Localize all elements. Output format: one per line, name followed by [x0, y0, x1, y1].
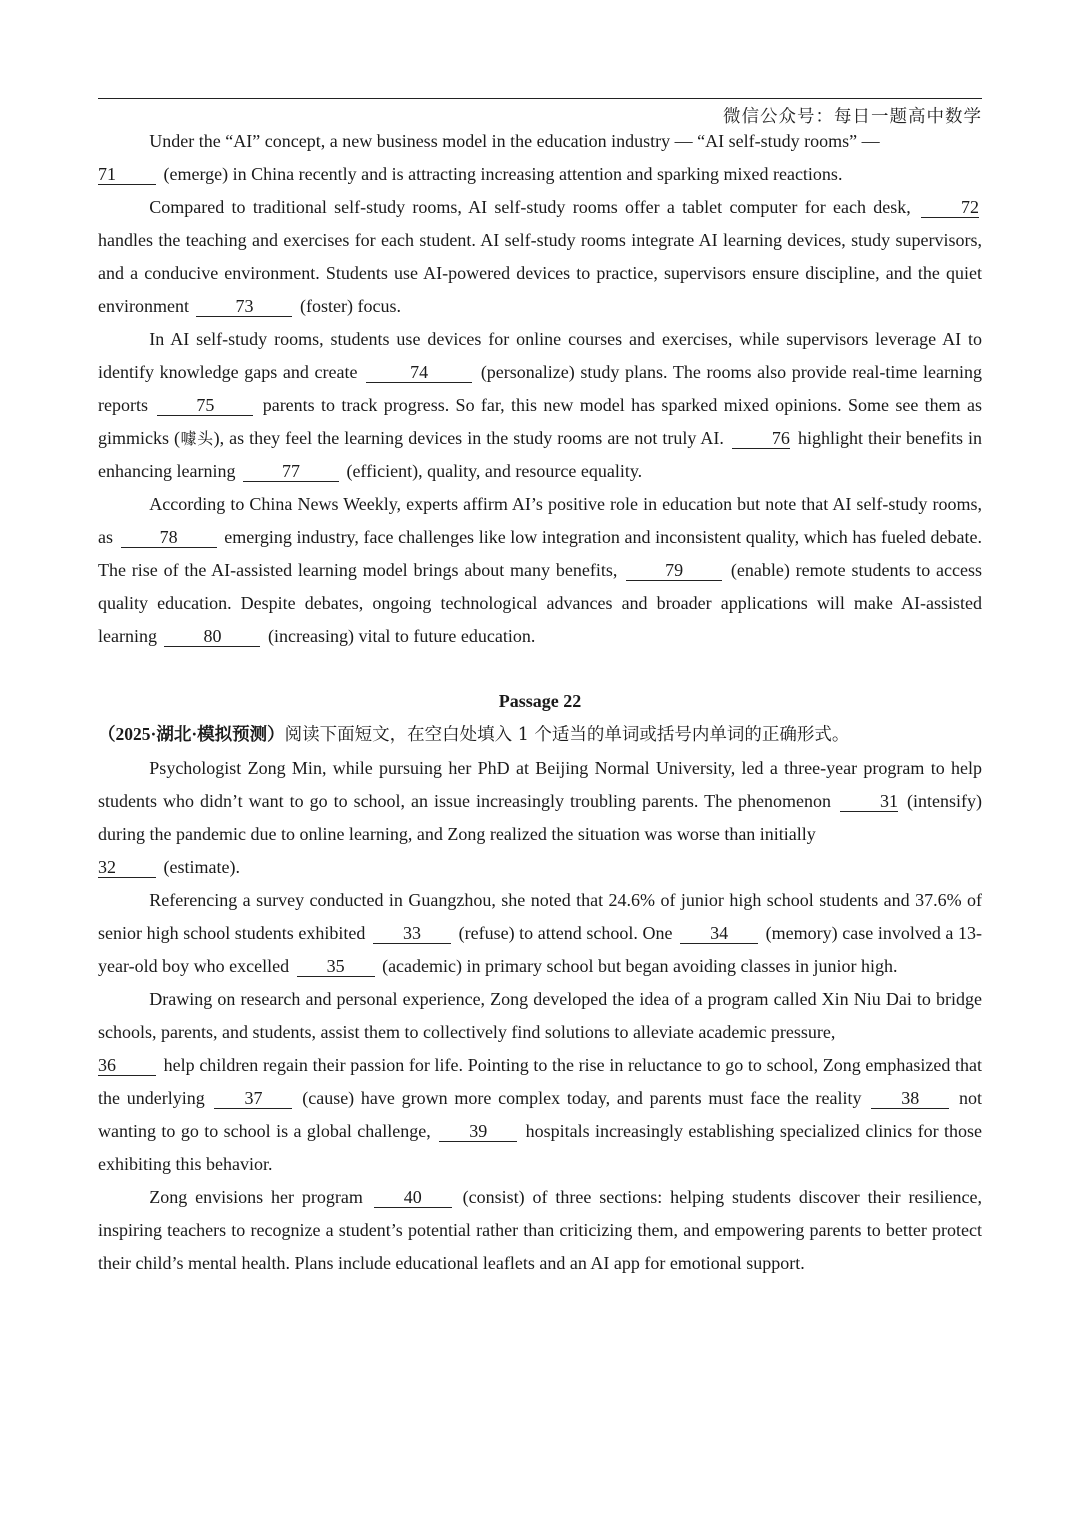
blank-31[interactable]: 31	[840, 791, 898, 812]
blank-35[interactable]: 35	[297, 956, 375, 977]
passage22-paragraph-4: Zong envisions her program 40 (consist) of three sections: helping students discover their resilience, inspiring teachers to recognize a student’s potential rather than criticizing them, and empowering parents to better protect their child’s mental health. Plans include educational leaflets and an AI app for emotional support.	[98, 1187, 982, 1273]
passage21-paragraph-4: According to China News Weekly, experts affirm AI’s positive role in education but note that AI self-study rooms, as 78 emerging industry, face challenges like low integration and inconsistent quality, which has fueled debate. The rise of the AI-assisted learning model brings about many benefits, 79 (enable) remote students to access quality education. Despite debates, ongoing technological advances and broader applications will make AI-assisted learning 80 (increasing) vital to future education.	[98, 494, 983, 646]
blank-75[interactable]: 75	[157, 395, 253, 416]
blank-74[interactable]: 74	[366, 362, 472, 383]
blank-34[interactable]: 34	[680, 923, 758, 944]
header-note: 微信公众号：每日一题高中数学	[723, 107, 982, 127]
passage22-paragraph-2: Referencing a survey conducted in Guangzhou, she noted that 24.6% of junior high school students and 37.6% of senior high school students exhibited 33 (refuse) to attend school. One 34 (memory) case involved a 13-year-old boy who excelled 35 (academic) in primary school but began avoiding classes in junior high.	[98, 890, 983, 976]
passage22-paragraph-1: Psychologist Zong Min, while pursuing her PhD at Beijing Normal University, led a three-year program to help students who didn’t want to go to school, an issue increasingly troubling parents. The phenomenon 31 (intensify) during the pandemic due to online learning, and Zong realized the situation was worse than initially 32 (estimate).	[98, 758, 983, 877]
blank-73[interactable]: 73	[196, 296, 292, 317]
blank-79[interactable]: 79	[626, 560, 722, 581]
passage21-paragraph-2: Compared to traditional self-study rooms, AI self-study rooms offer a tablet computer for each desk, 72 handles the teaching and exercises for each student. AI self-study rooms integrate AI learning devices, study supervisors, and a conducive environment. Students use AI-powered devices to practice, supervisors ensure discipline, and the quiet environment 73 (foster) focus.	[98, 197, 982, 316]
blank-37[interactable]: 37	[214, 1088, 292, 1109]
blank-77[interactable]: 77	[243, 461, 339, 482]
blank-36[interactable]: 36	[98, 1055, 156, 1076]
blank-40[interactable]: 40	[374, 1187, 452, 1208]
blank-39[interactable]: 39	[439, 1121, 517, 1142]
blank-72[interactable]: 72	[921, 197, 979, 218]
document-body	[98, 125, 982, 1280]
blank-33[interactable]: 33	[373, 923, 451, 944]
blank-38[interactable]: 38	[871, 1088, 949, 1109]
passage22-paragraph-3: Drawing on research and personal experience, Zong developed the idea of a program called Xin Niu Dai to bridge schools, parents, and students, assist them to collectively find solutions to alleviate academic pressure, 36 help children regain their passion for life. Pointing to the rise in reluctance to go to school, Zong emphasized that the underlying 37 (cause) have grown more complex today, and parents must face the reality 38 not wanting to go to school is a global challenge, 39 hospitals increasingly establishing specialized clinics for those exhibiting this behavior.	[98, 989, 983, 1174]
blank-71[interactable]: 71	[98, 164, 156, 185]
passage-title: Passage 22	[498, 691, 582, 711]
blank-78[interactable]: 78	[121, 527, 217, 548]
blank-32[interactable]: 32	[98, 857, 156, 878]
passage21-paragraph-3: In AI self-study rooms, students use devices for online courses and exercises, while supervisors leverage AI to identify knowledge gaps and create 74 (personalize) study plans. The rooms also provide real-time learning reports 75 parents to track progress. So far, this new model has sparked mixed opinions. Some see them as gimmicks (噱头), as they feel the learning devices in the study rooms are not truly AI. 76 highlight their benefits in enhancing learning 77 (efficient), quality, and resource equality.	[98, 329, 983, 481]
header-rule	[98, 98, 982, 99]
passage-source: （2025·湖北·模拟预测）	[98, 724, 285, 744]
blank-80[interactable]: 80	[164, 626, 260, 647]
blank-76[interactable]: 76	[732, 428, 790, 449]
passage-instruction: （2025·湖北·模拟预测）阅读下面短文，在空白处填入 1 个适当的单词或括号内单词的正确形式。	[98, 724, 850, 745]
passage21-paragraph-1: Under the “AI” concept, a new business model in the education industry — “AI self-study rooms” — 71 (emerge) in China recently and is attracting increasing attention and sparking mixed reactions.	[98, 131, 880, 184]
